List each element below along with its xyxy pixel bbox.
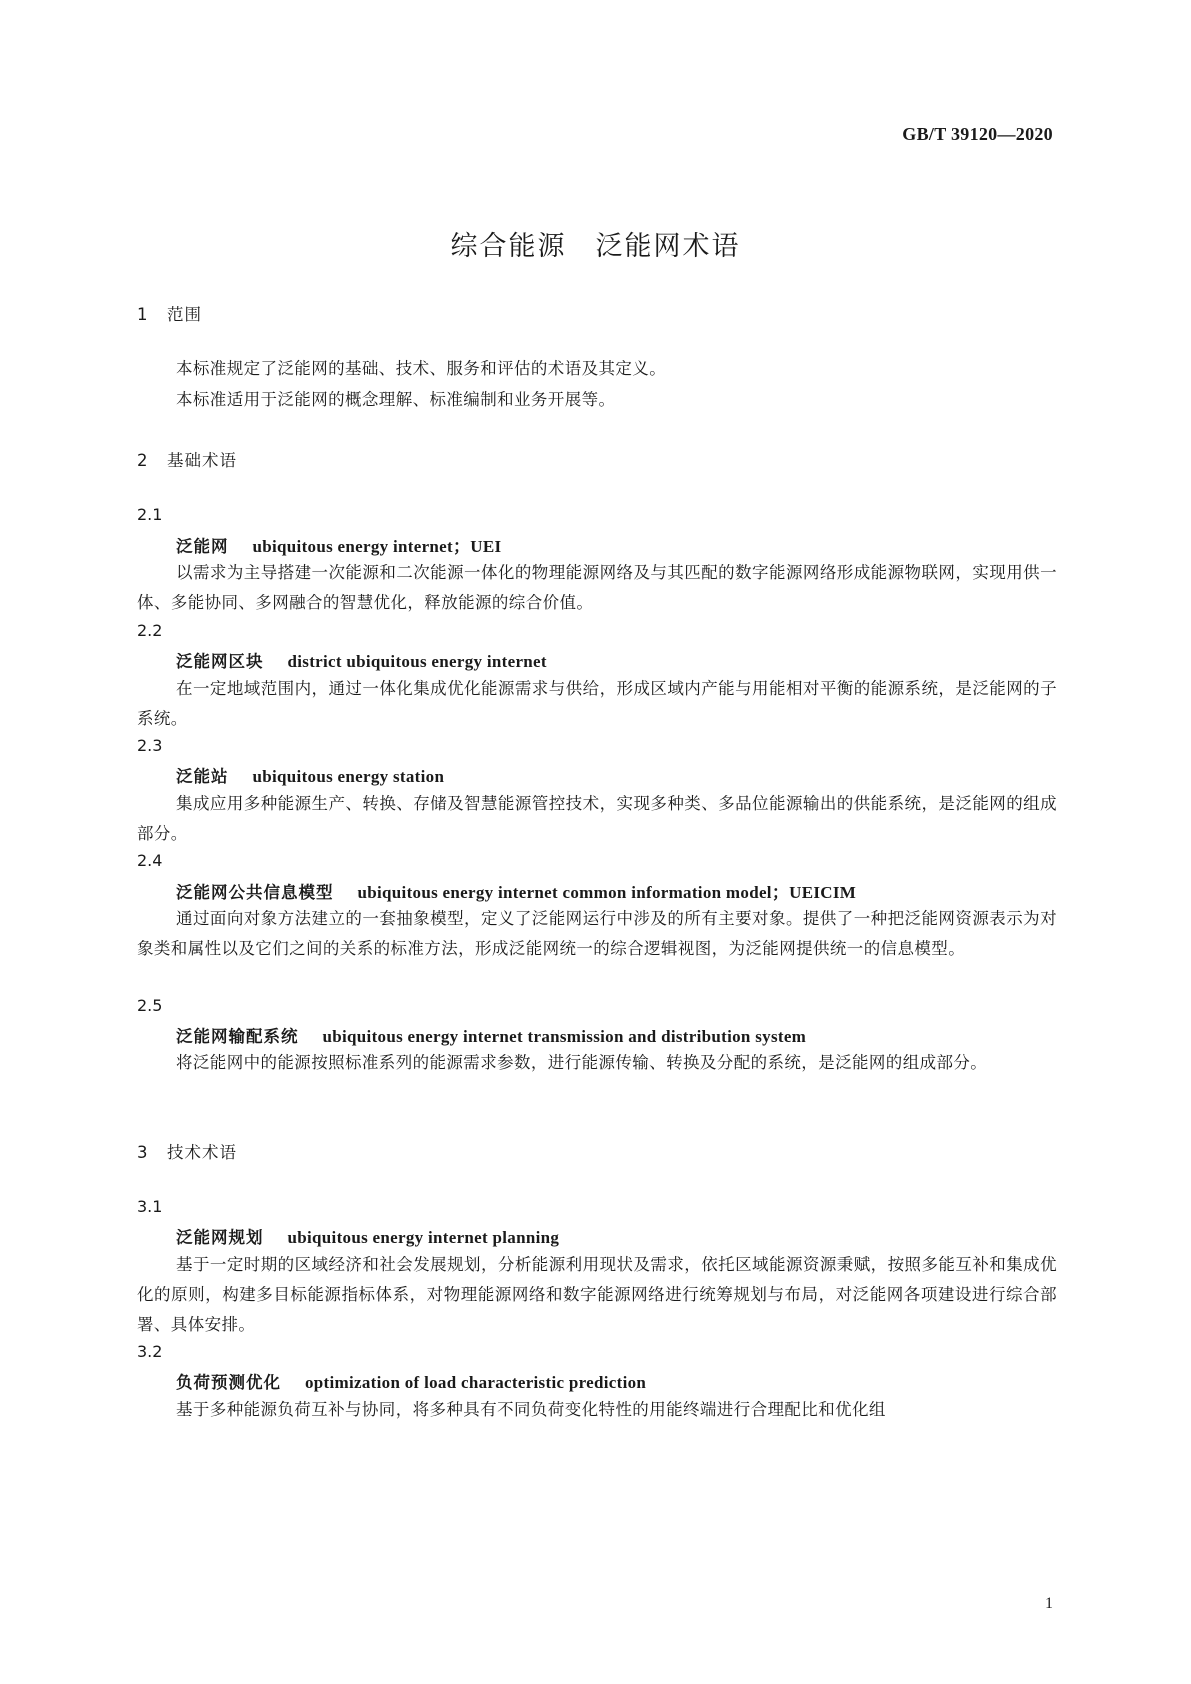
term-definition: 基于多种能源负荷互补与协同，将多种具有不同负荷变化特性的用能终端进行合理配比和优化组 xyxy=(176,1400,886,1419)
page-number: 1 xyxy=(1045,1595,1053,1612)
term-number: 2.2 xyxy=(137,621,163,640)
term-definition: 将泛能网中的能源按照标准系列的能源需求参数，进行能源传输、转换及分配的系统，是泛能网的组成部分。 xyxy=(176,1053,988,1072)
term-entry xyxy=(176,532,501,557)
term-english: ubiquitous energy internet planning xyxy=(287,1228,560,1247)
term-definition: 在一定地域范围内，通过一体化集成优化能源需求与供给，形成区域内产能与用能相对平衡的能源系统，是泛能网的子系统。 xyxy=(137,679,1057,728)
section-number: 1 xyxy=(137,305,149,324)
term-number: 2.5 xyxy=(137,996,163,1015)
term-definition: 集成应用多种能源生产、转换、存储及智慧能源管控技术，实现多种类、多品位能源输出的供能系统，是泛能网的组成部分。 xyxy=(137,794,1057,843)
term-chinese: 泛能网输配系统 xyxy=(176,1027,299,1046)
term-entry xyxy=(176,1369,646,1393)
term-number: 3.1 xyxy=(137,1197,163,1216)
term-entry xyxy=(176,648,547,672)
standard-number: GB/T 39120—2020 xyxy=(902,124,1053,144)
term-number: 2.1 xyxy=(137,505,163,524)
term-chinese: 泛能网区块 xyxy=(176,652,264,671)
section-title: 技术术语 xyxy=(167,1143,237,1162)
document-title: 综合能源 泛能网术语 xyxy=(450,231,741,262)
term-english: district ubiquitous energy internet xyxy=(287,652,547,671)
term-english: ubiquitous energy internet common information model；UEICIM xyxy=(357,883,857,902)
section-heading-technical-terms xyxy=(137,1139,237,1163)
term-number: 2.4 xyxy=(137,851,163,870)
term-entry xyxy=(176,1023,806,1047)
section-heading-basic-terms xyxy=(137,447,237,471)
term-english: ubiquitous energy internet；UEI xyxy=(252,537,502,556)
term-number: 3.2 xyxy=(137,1342,163,1361)
term-entry xyxy=(176,1224,559,1248)
term-english: optimization of load characteristic prediction xyxy=(305,1373,647,1392)
term-english: ubiquitous energy station xyxy=(252,767,445,786)
term-number: 2.3 xyxy=(137,736,163,755)
scope-paragraph: 本标准规定了泛能网的基础、技术、服务和评估的术语及其定义。 xyxy=(176,359,667,378)
term-entry xyxy=(176,763,444,787)
section-heading-scope xyxy=(137,301,202,325)
term-entry xyxy=(176,878,856,903)
term-chinese: 负荷预测优化 xyxy=(176,1373,281,1392)
term-chinese: 泛能网公共信息模型 xyxy=(176,883,334,902)
section-number: 3 xyxy=(137,1143,149,1162)
term-chinese: 泛能站 xyxy=(176,767,229,786)
section-number: 2 xyxy=(137,451,149,470)
term-english: ubiquitous energy internet transmission and distribution system xyxy=(322,1027,807,1046)
section-title: 基础术语 xyxy=(167,451,237,470)
term-chinese: 泛能网 xyxy=(176,537,229,556)
term-definition: 基于一定时期的区域经济和社会发展规划，分析能源利用现状及需求，依托区域能源资源秉赋，按照多能互补和集成优化的原则，构建多目标能源指标体系，对物理能源网络和数字能源网络进行统筹规划与布局，对泛能网各项建设进行综合部署、具体安排。 xyxy=(137,1255,1057,1334)
term-chinese: 泛能网规划 xyxy=(176,1228,264,1247)
term-definition: 通过面向对象方法建立的一套抽象模型，定义了泛能网运行中涉及的所有主要对象。提供了一种把泛能网资源表示为对象类和属性以及它们之间的关系的标准方法，形成泛能网统一的综合逻辑视图，为泛能网提供统一的信息模型。 xyxy=(137,909,1057,958)
section-title: 范围 xyxy=(167,305,202,324)
scope-paragraph: 本标准适用于泛能网的概念理解、标准编制和业务开展等。 xyxy=(176,390,616,409)
term-definition: 以需求为主导搭建一次能源和二次能源一体化的物理能源网络及与其匹配的数字能源网络形成能源物联网，实现用供一体、多能协同、多网融合的智慧优化，释放能源的综合价值。 xyxy=(137,563,1057,612)
